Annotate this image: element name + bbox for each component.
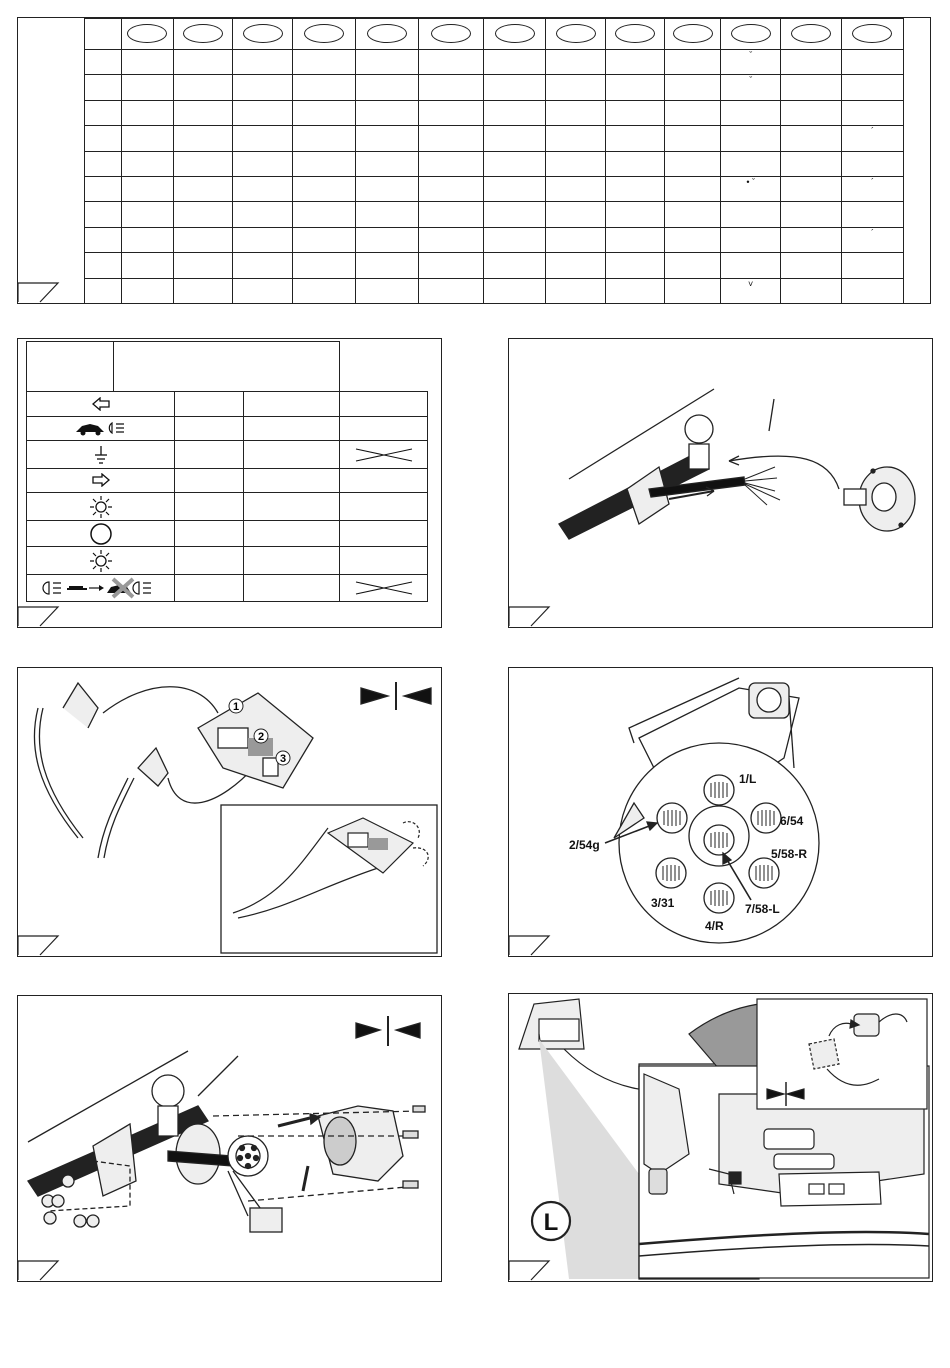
table-cell [293,100,356,125]
header-oval-icon [304,24,344,43]
table-cell [781,126,842,151]
table-cell [664,227,721,252]
table-cell [85,227,122,252]
table-row [85,100,904,125]
table-cell [606,278,665,303]
header-cell [233,19,293,50]
table-cell [122,253,173,278]
not-applicable-cross-icon [354,447,414,463]
table-cell [841,151,903,176]
pin-table-cell [340,521,428,547]
header-cell [484,19,546,50]
table-cell [85,202,122,227]
pin-table-cell [244,441,340,469]
table-cell [419,278,484,303]
connector-illustration [18,668,440,955]
table-cell [356,151,419,176]
table-mark: ´ [870,227,874,238]
table-cell [721,151,781,176]
callout-1: 1 [232,701,240,713]
table-cell [721,49,781,74]
table-cell [419,176,484,201]
page-tab-corner [18,1253,78,1281]
pin-table-row [27,547,428,575]
pin-assignment-panel [17,338,442,628]
table-cell [122,202,173,227]
table-cell [841,253,903,278]
socket-pinout-panel [508,667,933,957]
towball [152,1075,184,1107]
pin-function-cell [27,575,175,602]
table-cell [721,278,781,303]
table-cell [356,75,419,100]
table-cell [781,278,842,303]
connector-plug [250,1208,282,1232]
table-cell [781,176,842,201]
table-cell [781,202,842,227]
towball [685,415,713,443]
table-cell [85,126,122,151]
table-cell [721,126,781,151]
table-cell [841,202,903,227]
header-oval-icon [556,24,596,43]
pin-function-cell [27,493,175,521]
pin-table-row [27,469,428,493]
table-cell [122,278,173,303]
table-cell [721,253,781,278]
table-row [85,126,904,151]
table-cell [546,253,606,278]
pin-table-cell [244,547,340,575]
brake-light-icon [88,495,114,519]
table-cell [781,49,842,74]
pin-table-cell [175,417,244,441]
pin-table-cell [244,469,340,493]
press-together-icon [356,1016,420,1046]
table-cell [233,227,293,252]
table-cell [419,100,484,125]
table-cell [546,151,606,176]
table-cell [233,278,293,303]
table-mark: • ˇ [746,176,756,187]
table-cell [173,126,233,151]
pin-table-cell [340,575,428,602]
pin-label-6: 6/54 [780,814,804,828]
vehicle-application-table [84,18,904,304]
table-cell [664,100,721,125]
turn-left-arrow-icon [91,397,111,411]
pin-function-cell [27,441,175,469]
header-oval-icon [615,24,655,43]
table-cell [721,202,781,227]
pin-table-cell [244,575,340,602]
table-cell [173,75,233,100]
table-cell [85,151,122,176]
table-row [85,176,904,201]
table-cell [781,75,842,100]
header-cell [546,19,606,50]
table-cell [546,278,606,303]
page-tab-corner [18,928,78,956]
table-cell [606,126,665,151]
table-mark: ´ [870,176,874,187]
table-cell [173,227,233,252]
table-cell [484,202,546,227]
socket-assembly-panel [17,995,442,1282]
pin-table-row [27,392,428,417]
table-cell [419,202,484,227]
table-cell [419,151,484,176]
pin-function-cell [27,521,175,547]
table-cell [664,176,721,201]
pin-function-cell [27,547,175,575]
table-cell [293,75,356,100]
pin-label-4: 4/R [705,919,724,933]
table-cell [122,176,173,201]
pin-table-cell [340,441,428,469]
callout-2: 2 [257,731,265,743]
table-cell [664,151,721,176]
table-cell [721,176,781,201]
table-cell [606,176,665,201]
table-cell [173,202,233,227]
table-cell [484,75,546,100]
table-cell [664,253,721,278]
pin-table-cell [175,392,244,417]
header-cell [664,19,721,50]
car-tail-light-icon [74,420,128,436]
table-cell [606,253,665,278]
table-cell [781,227,842,252]
table-cell [173,253,233,278]
table-cell [356,227,419,252]
table-mark: ´ [870,126,874,137]
pin-table-cell [244,392,340,417]
pin-table-cell [340,547,428,575]
table-cell [173,49,233,74]
table-cell [841,176,903,201]
pin-label-3: 3/31 [651,896,675,910]
pin-label-1: 1/L [739,772,757,786]
pin-table-cell [175,521,244,547]
table-mark: ˅ [748,278,754,289]
fog-light-disable-icon [41,577,161,599]
header-cell [721,19,781,50]
table-row [85,202,904,227]
table-cell [419,126,484,151]
table-row [85,253,904,278]
table-cell [781,100,842,125]
press-together-icon [361,682,431,710]
table-cell [419,253,484,278]
inset-frame [221,805,437,953]
table-cell [85,75,122,100]
table-cell [841,100,903,125]
page-tab-corner [509,599,569,627]
table-cell [484,253,546,278]
circle-icon [88,522,114,546]
table-cell [356,278,419,303]
table-cell [721,227,781,252]
header-cell [122,19,173,50]
header-oval-icon [673,24,713,43]
turn-right-arrow-icon [91,473,111,487]
header-cell [419,19,484,50]
table-cell [841,126,903,151]
header-cell [85,19,122,50]
table-cell [664,49,721,74]
pin-table-cell [340,417,428,441]
table-cell [841,75,903,100]
table-cell [233,49,293,74]
table-cell [233,151,293,176]
table-mark: ˇ [749,49,753,60]
header-cell [356,19,419,50]
table-cell [484,49,546,74]
page-tab-corner [509,928,569,956]
header-cell [841,19,903,50]
pin-table-cell [175,575,244,602]
table-row [85,75,904,100]
table-cell [233,253,293,278]
table-cell [546,49,606,74]
table-header-row [85,19,904,50]
pin-table-cell [175,547,244,575]
socket-assembly-illustration [18,996,440,1280]
table-cell [85,176,122,201]
table-cell [122,75,173,100]
table-cell [293,151,356,176]
pin-table-header-cell-1 [27,342,114,392]
header-cell [293,19,356,50]
table-cell [356,176,419,201]
table-cell [85,100,122,125]
pin-table-cell [340,493,428,521]
pin-table-cell [244,521,340,547]
table-cell [484,126,546,151]
pin-table-cell [244,417,340,441]
page-tab-corner [509,1253,569,1281]
table-cell [293,126,356,151]
table-cell [85,49,122,74]
header-cell [781,19,842,50]
table-cell [173,151,233,176]
table-cell [293,253,356,278]
table-row [85,151,904,176]
table-cell [122,227,173,252]
table-cell [606,100,665,125]
table-cell [781,253,842,278]
pin-assignment-table [26,341,428,602]
vehicle-application-table-panel [17,17,931,304]
table-cell [293,278,356,303]
table-cell [233,100,293,125]
table-cell [664,202,721,227]
table-cell [721,100,781,125]
table-cell [484,278,546,303]
ground-icon [93,445,109,465]
table-cell [546,227,606,252]
table-row [85,49,904,74]
table-row [85,227,904,252]
header-cell [173,19,233,50]
pin-table-row [27,417,428,441]
table-row [85,278,904,303]
table-cell [664,75,721,100]
towbar-wiring-illustration [509,339,931,626]
table-cell [173,278,233,303]
header-oval-icon [367,24,407,43]
table-cell [356,49,419,74]
table-cell [606,227,665,252]
table-cell [122,126,173,151]
not-applicable-cross-icon [354,580,414,596]
table-cell [356,100,419,125]
pin-label-2: 2/54g [569,838,600,852]
table-cell [546,202,606,227]
table-cell [122,49,173,74]
pin-label-7: 7/58-L [745,902,780,916]
table-cell [664,278,721,303]
table-cell [293,202,356,227]
pin-table-cell [340,392,428,417]
table-cell [85,253,122,278]
header-oval-icon [243,24,283,43]
table-cell [356,202,419,227]
table-cell [233,75,293,100]
table-cell [606,75,665,100]
table-cell [484,176,546,201]
page-tab-corner [18,275,78,303]
table-cell [546,75,606,100]
table-cell [85,278,122,303]
table-cell [546,126,606,151]
header-oval-icon [731,24,771,43]
pin-table-cell [175,493,244,521]
table-cell [484,227,546,252]
table-cell [546,176,606,201]
pin-label-5: 5/58-R [771,847,808,861]
pin-table-row [27,493,428,521]
table-cell [173,100,233,125]
callout-3: 3 [279,753,287,765]
table-cell [233,202,293,227]
table-cell [484,100,546,125]
table-cell [419,227,484,252]
table-cell [484,151,546,176]
table-cell [233,176,293,201]
socket-pinout-illustration [509,668,931,955]
table-cell [419,75,484,100]
header-oval-icon [183,24,223,43]
table-cell [293,227,356,252]
table-cell [173,176,233,201]
table-cell [841,278,903,303]
pin-table-row [27,521,428,547]
table-cell [606,202,665,227]
table-cell [419,49,484,74]
pin-table-header-cell-2 [114,342,340,392]
table-cell [356,126,419,151]
table-cell [293,49,356,74]
page-tab-corner [18,599,78,627]
table-cell [606,151,665,176]
header-oval-icon [127,24,167,43]
vehicle-location-illustration [509,994,931,1280]
table-cell [781,151,842,176]
header-oval-icon [431,24,471,43]
pin-table-cell [244,493,340,521]
pin-table-row [27,575,428,602]
towbar-wiring-panel [508,338,933,628]
connector-step-panel [17,667,442,957]
table-cell [546,100,606,125]
header-oval-icon [495,24,535,43]
pin-function-cell [27,417,175,441]
table-cell [841,227,903,252]
table-cell [293,176,356,201]
table-cell [721,75,781,100]
pin-table-cell [175,441,244,469]
vehicle-location-panel [508,993,933,1282]
table-cell [233,126,293,151]
pin-table-cell [175,469,244,493]
pin-function-cell [27,392,175,417]
location-badge-letter: L [543,1209,559,1236]
table-cell [122,151,173,176]
pin-function-cell [27,469,175,493]
pin-table-row [27,441,428,469]
header-cell [606,19,665,50]
table-cell [356,253,419,278]
table-cell [606,49,665,74]
table-cell [841,49,903,74]
pin-table-cell [340,469,428,493]
header-oval-icon [852,24,892,43]
table-cell [122,100,173,125]
header-oval-icon [791,24,831,43]
table-mark: ˇ [749,75,753,86]
table-cell [664,126,721,151]
reverse-light-icon [88,549,114,573]
